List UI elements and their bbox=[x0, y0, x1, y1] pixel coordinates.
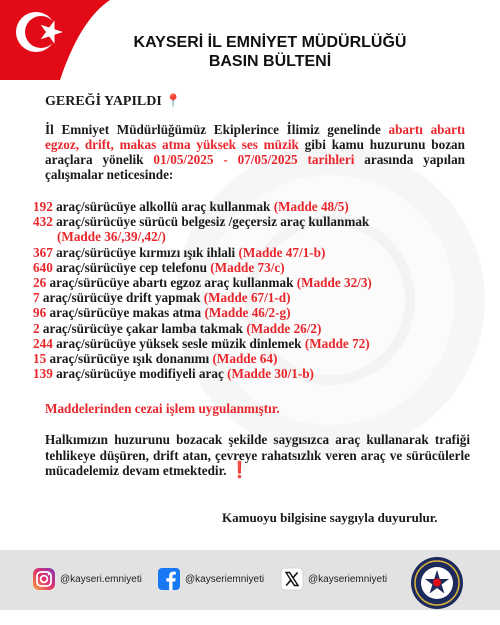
intro-text-3: arasında yapılan çalışmalar neticesinde: bbox=[45, 152, 465, 182]
violation-count: 2 bbox=[33, 320, 40, 336]
violation-count: 432 bbox=[33, 214, 53, 230]
violation-count: 26 bbox=[33, 275, 47, 291]
list-item bbox=[33, 336, 473, 351]
violation-article: (Madde 72) bbox=[304, 335, 370, 351]
pin-icon: 📍 bbox=[165, 93, 182, 108]
violation-text: araç/sürücüye çakar lamba takmak bbox=[39, 320, 247, 336]
violation-text: araç/sürücüye kırmızı ışık ihlali bbox=[52, 244, 239, 260]
violation-article: (Madde 26/2) bbox=[246, 320, 322, 336]
violation-count: 244 bbox=[33, 335, 53, 351]
header-title: KAYSERİ İL EMNİYET MÜDÜRLÜĞÜ bbox=[133, 34, 407, 51]
facebook-icon bbox=[157, 567, 181, 591]
list-item bbox=[33, 229, 473, 244]
violation-text: araç/sürücüye abartı egzoz araç kullanmak bbox=[46, 275, 297, 291]
list-item bbox=[33, 275, 473, 290]
violation-article: (Madde 67/1-d) bbox=[203, 290, 291, 306]
section-heading bbox=[45, 93, 182, 110]
instagram-handle: @kayseri.emniyeti bbox=[60, 573, 142, 585]
intro-highlight-1: abartı abartı egzoz, drift, makas atma yüksek ses müzik bbox=[45, 122, 465, 152]
violation-article: (Madde 30/1-b) bbox=[227, 366, 314, 382]
list-item bbox=[33, 305, 473, 320]
x-icon bbox=[280, 567, 304, 591]
violation-count: 192 bbox=[33, 199, 53, 214]
violation-article: (Madde 46/2-g) bbox=[204, 305, 291, 321]
x-link[interactable] bbox=[280, 566, 387, 592]
list-item bbox=[33, 321, 473, 336]
closing-text: Halkımızın huzurunu bozacak şekilde saygısızca araç kullanarak trafiği tehlikeye düşüren, drift atan, çevreye rahatsızlık veren araç ve sürücülerle mücadelemiz devam etmektedir. bbox=[45, 432, 470, 478]
header-subtitle: BASIN BÜLTENİ bbox=[208, 53, 332, 70]
violation-text: araç/sürücüye cep telefonu bbox=[52, 259, 211, 275]
intro-paragraph bbox=[45, 122, 465, 182]
violation-article: (Madde 73/c) bbox=[210, 259, 285, 275]
violation-article: (Madde 32/3) bbox=[296, 275, 372, 291]
list-item bbox=[33, 199, 473, 214]
violation-text: araç/sürücüye ışık donanımı bbox=[46, 351, 213, 367]
penalty-note: Maddelerinden cezai işlem uygulanmıştır. bbox=[45, 401, 280, 416]
violation-article: (Madde 36/,39/,42/) bbox=[57, 229, 166, 245]
violation-text: araç/sürücüye sürücü belgesiz /geçersiz araç kullanmak bbox=[52, 214, 370, 230]
violation-count: 640 bbox=[33, 259, 53, 275]
list-item bbox=[33, 351, 473, 366]
signoff: Kamuoyu bilgisine saygıyla duyurulur. bbox=[222, 510, 438, 525]
violation-count: 7 bbox=[33, 290, 40, 306]
instagram-icon bbox=[32, 567, 56, 591]
violation-text: araç/sürücüye modifiyeli araç bbox=[52, 366, 228, 382]
intro-text-2: gibi kamu huzurunu bozan araçlara yönelik bbox=[45, 137, 465, 167]
turkish-flag bbox=[0, 0, 110, 80]
list-item bbox=[33, 260, 473, 275]
list-item bbox=[33, 366, 473, 381]
violation-count: 139 bbox=[33, 366, 53, 382]
list-item bbox=[33, 290, 473, 305]
violation-text: araç/sürücüye makas atma bbox=[46, 305, 205, 321]
violation-text: araç/sürücüye drift yapmak bbox=[39, 290, 204, 306]
violation-article: (Madde 64) bbox=[212, 351, 278, 367]
violation-article: (Madde 47/1-b) bbox=[238, 244, 326, 260]
instagram-link[interactable] bbox=[32, 566, 142, 592]
violation-count: 367 bbox=[33, 244, 53, 260]
facebook-link[interactable] bbox=[157, 566, 264, 592]
exclamation-icon: ❗ bbox=[229, 462, 250, 479]
violation-count: 96 bbox=[33, 305, 47, 321]
violation-count: 15 bbox=[33, 351, 47, 367]
list-item bbox=[33, 245, 473, 260]
violation-text: araç/sürücüye yüksek sesle müzik dinlemek bbox=[52, 335, 305, 351]
intro-text-1: İl Emniyet Müdürlüğümüz Ekiplerince İlimiz genelinde bbox=[45, 122, 389, 137]
bulletin-header bbox=[100, 33, 440, 71]
facebook-handle: @kayseriemniyeti bbox=[185, 573, 265, 585]
violation-list bbox=[33, 199, 473, 381]
police-badge-icon bbox=[410, 556, 464, 615]
heading-text: GEREĞİ YAPILDI bbox=[45, 94, 162, 109]
violation-article: (Madde 48/5) bbox=[273, 199, 349, 214]
list-item bbox=[33, 214, 473, 229]
intro-date-range: 01/05/2025 - 07/05/2025 tarihleri bbox=[153, 152, 355, 167]
x-handle: @kayseriemniyeti bbox=[308, 573, 388, 585]
closing-paragraph bbox=[45, 432, 470, 479]
violation-text: araç/sürücüye alkollü araç kullanmak bbox=[52, 199, 274, 214]
